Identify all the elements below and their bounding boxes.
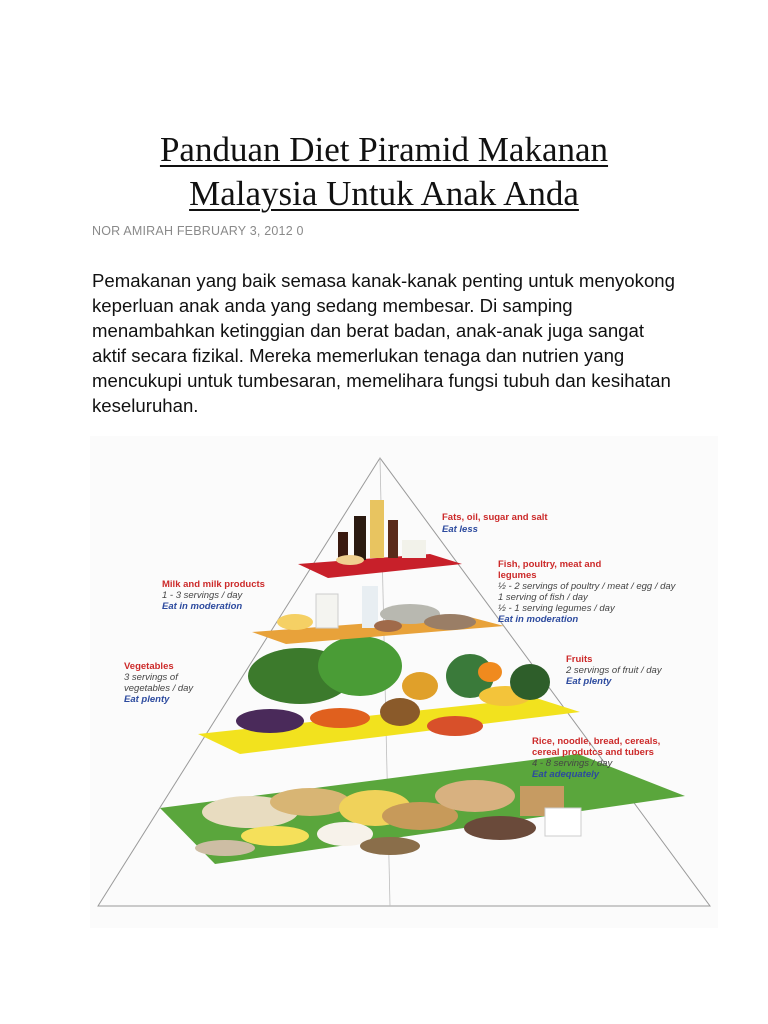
milk-serving: 1 - 3 servings / day [162,590,243,601]
fish-label-line2: legumes [498,570,537,581]
fats-label: Fats, oil, sugar and salt [442,512,548,523]
fruits-action: Eat plenty [566,676,612,687]
fish-label-line1: Fish, poultry, meat and [498,559,602,570]
grains-label-line1: Rice, noodle, bread, cereals, [532,736,661,747]
grains-label-line2: cereal produtcs and tubers [532,747,654,758]
fats-action: Eat less [442,524,478,535]
vegetables-serving-1: 3 servings of [124,672,178,683]
protein-dairy-food [277,586,476,632]
fish-serving-2: 1 serving of fish / day [498,592,588,603]
fish-serving-3: ½ - 1 serving legumes / day [498,603,615,614]
title-line-1: Panduan Diet Piramid Makanan [159,130,609,169]
fruits-serving: 2 servings of fruit / day [566,665,662,676]
food-pyramid-illustration [90,436,718,928]
fruits-label: Fruits [566,654,593,665]
food-pyramid-figure [90,436,718,928]
vegetables-serving-2: vegetables / day [124,683,194,694]
vegetables-label: Vegetables [124,661,174,672]
fish-action: Eat in moderation [498,614,579,625]
fats-food [336,500,426,565]
grains-serving: 4 - 8 servings / day [532,758,613,769]
milk-action: Eat in moderation [162,601,243,612]
milk-label: Milk and milk products [162,579,265,590]
article-body: Pemakanan yang baik semasa kanak-kanak penting untuk menyokong keperluan anak anda yang sedang membesar. Di samping menambahkan ketinggian dan berat badan, anak-anak juga sangat aktif secara fizikal. Mereka memerlukan tenaga dan nutrien yang mencukupi untuk tumbesaran, memelihara fungsi tubuh dan kesihatan keseluruhan. [92,270,675,416]
title-line-2: Malaysia Untuk Anak Anda [189,174,579,213]
fish-serving-1: ½ - 2 servings of poultry / meat / egg / day [498,581,676,592]
vegetables-action: Eat plenty [124,694,170,705]
article-title [0,128,768,216]
article-meta: NOR AMIRAH FEBRUARY 3, 2012 0 [92,224,304,238]
grains-action: Eat adequately [532,769,600,780]
